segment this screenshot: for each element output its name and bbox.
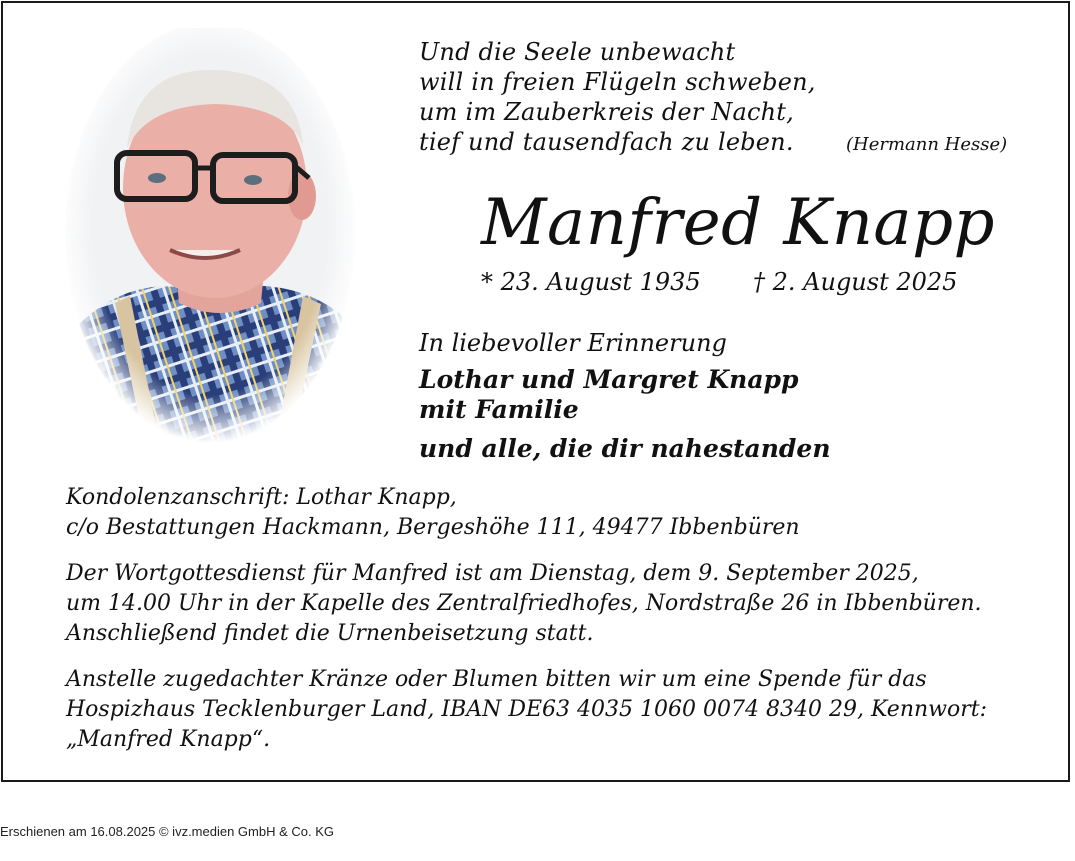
condolence-address [66,483,1012,543]
service-line: um 14.00 Uhr in der Kapelle des Zentralfriedhofes, Nordstraße 26 in Ibbenbüren. [66,591,982,616]
death-date: † 2. August 2025 [753,268,958,296]
mourner-line: und alle, die dir nahestanden [419,434,831,463]
mourner-line: Lothar und Margret Knapp [419,365,799,394]
service-line: Der Wortgottesdienst für Manfred ist am Dienstag, dem 9. September 2025, [66,561,919,586]
portrait-photo [65,28,355,446]
donation-line: Anstelle zugedachter Kränze oder Blumen bitten wir um eine Spende für das [66,667,927,692]
memory-line: In liebevoller Erinnerung [419,329,727,357]
mourner-line: mit Familie [419,395,579,424]
condolence-line: c/o Bestattungen Hackmann, Bergeshöhe 111, 49477 Ibbenbüren [66,515,800,540]
publication-footer: Erschienen am 16.08.2025 © ivz.medien GmbH & Co. KG [0,824,335,839]
condolence-line: Kondolenzanschrift: Lothar Knapp, [66,485,457,510]
poem-line: Und die Seele unbewacht [419,38,736,66]
poem-line: tief und tausendfach zu leben. [419,128,794,156]
poem-line: um im Zauberkreis der Nacht, [419,98,794,126]
donation-line: „Manfred Knapp“. [66,727,271,752]
donation-line: Hospizhaus Tecklenburger Land, IBAN DE63 4035 1060 0074 8340 29, Kennwort: [66,697,988,722]
birth-date: * 23. August 1935 [481,268,701,296]
deceased-name: Manfred Knapp [481,186,995,260]
service-line: Anschließend findet die Urnenbeisetzung statt. [66,621,594,646]
obituary-frame [1,1,1070,782]
mourners [419,365,831,464]
poem-author: (Hermann Hesse) [846,134,1008,155]
donation-notice [66,665,1012,755]
poem-line: will in freien Flügeln schweben, [419,68,816,96]
service-notice [66,559,1012,649]
